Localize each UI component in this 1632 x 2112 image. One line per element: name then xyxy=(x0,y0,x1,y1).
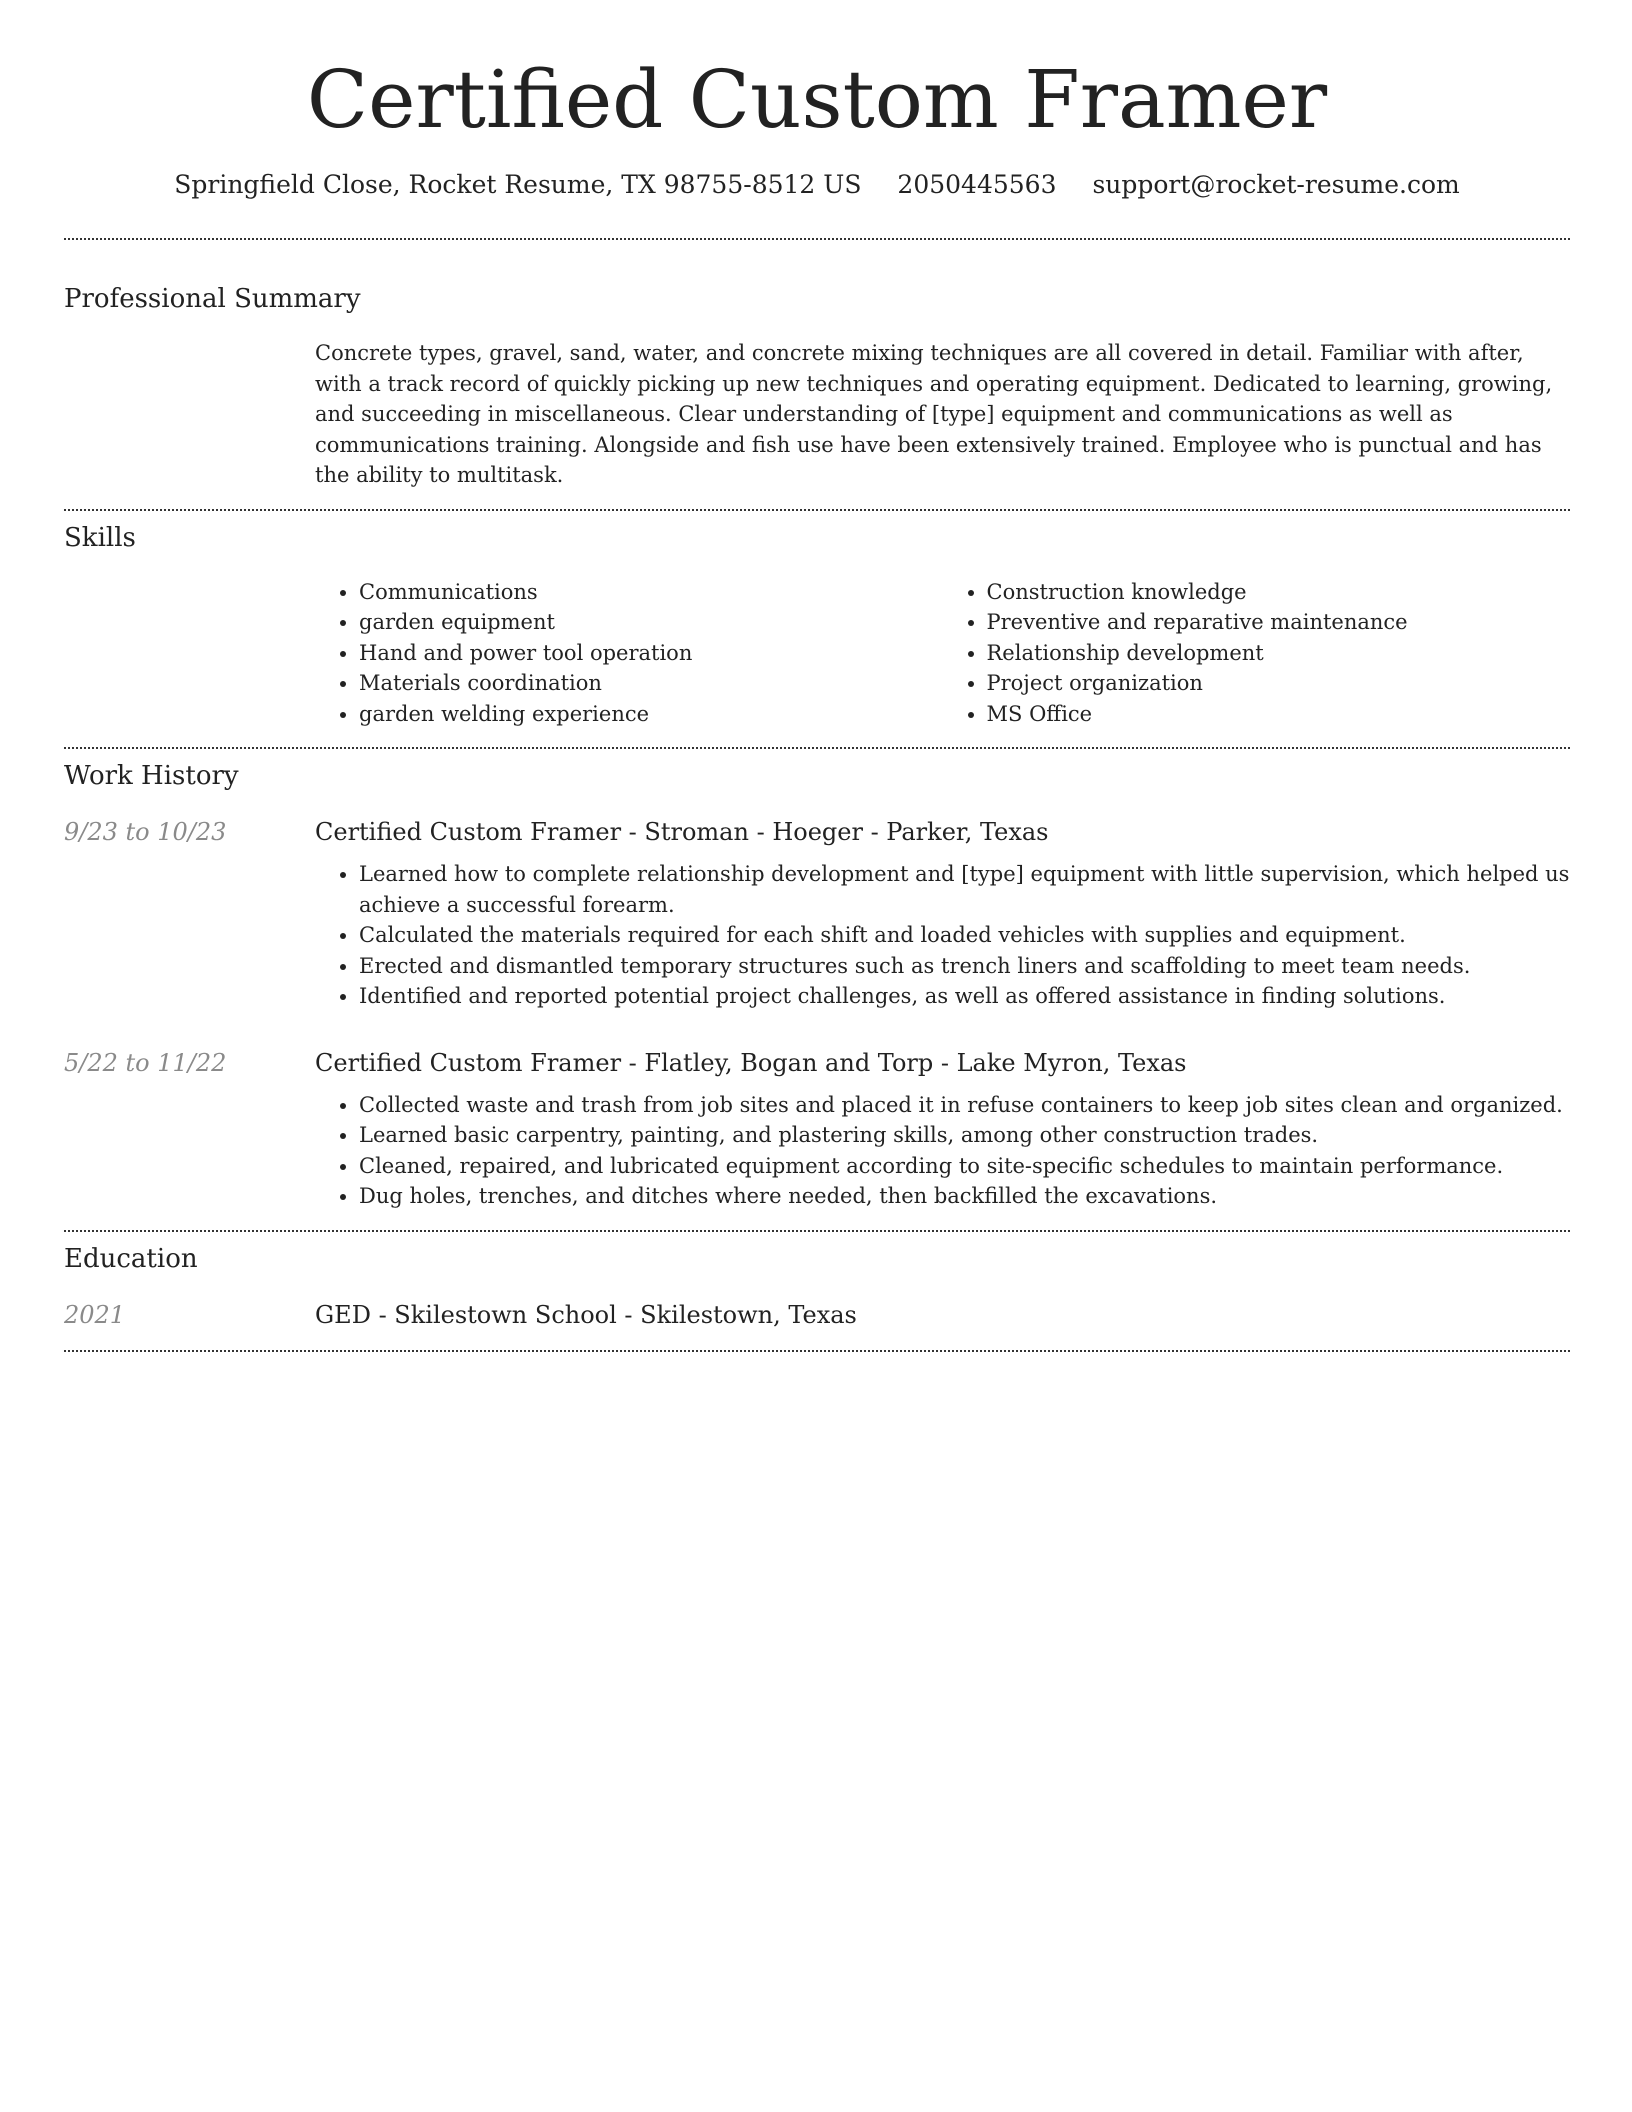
skills-column-left xyxy=(315,577,943,730)
skill-item: • Relationship development xyxy=(987,638,1571,669)
work-details xyxy=(315,815,1570,1012)
work-entry xyxy=(64,1046,1570,1230)
education-entry xyxy=(64,1298,1570,1350)
work-entry xyxy=(64,815,1570,1012)
work-section-title: Work History xyxy=(64,761,239,791)
work-bullet: • Identified and reported potential project challenges, as well as offered assistance in finding solutions. xyxy=(359,981,1570,1012)
header-divider xyxy=(64,238,1570,240)
skills-list xyxy=(315,577,1570,748)
skill-item: • Hand and power tool operation xyxy=(359,638,943,669)
skill-item: • Materials coordination xyxy=(359,668,943,699)
resume-header xyxy=(64,0,1570,202)
contact-line xyxy=(64,168,1570,202)
skill-item: • garden welding experience xyxy=(359,699,943,730)
work-dates: 9/23 to 10/23 xyxy=(64,818,227,846)
skills-section-title: Skills xyxy=(64,522,136,553)
work-heading: Certified Custom Framer - Flatley, Bogan and Torp - Lake Myron, Texas xyxy=(315,1048,1187,1077)
education-section-title: Education xyxy=(64,1243,198,1274)
work-bullets xyxy=(315,1090,1570,1212)
work-divider xyxy=(64,1230,1570,1232)
work-heading: Certified Custom Framer - Stroman - Hoeger - Parker, Texas xyxy=(315,818,1049,846)
work-bullet: • Calculated the materials required for each shift and loaded vehicles with supplies and equipment. xyxy=(359,920,1570,951)
work-bullet: • Collected waste and trash from job sites and placed it in refuse containers to keep job sites clean and organized. xyxy=(359,1090,1570,1121)
contact-email: support@rocket-resume.com xyxy=(1092,170,1460,199)
education-year: 2021 xyxy=(64,1300,126,1329)
work-bullet: • Erected and dismantled temporary structures such as trench liners and scaffolding to meet team needs. xyxy=(359,951,1570,982)
education-divider xyxy=(64,1350,1570,1352)
skill-item: • MS Office xyxy=(987,699,1571,730)
resume-page xyxy=(64,0,1570,1352)
skill-item: • garden equipment xyxy=(359,607,943,638)
work-dates: 5/22 to 11/22 xyxy=(64,1048,227,1077)
contact-phone: 2050445563 xyxy=(897,170,1057,199)
skills-divider xyxy=(64,747,1570,749)
work-bullets xyxy=(315,859,1570,1012)
candidate-name: Certified Custom Framer xyxy=(306,53,1328,146)
skills-column-right xyxy=(943,577,1571,730)
work-bullet: • Dug holes, trenches, and ditches where needed, then backfilled the excavations. xyxy=(359,1181,1570,1212)
work-bullet: • Learned how to complete relationship development and [type] equipment with little supervision, which helped us achieve a successful forearm. xyxy=(359,859,1570,920)
summary-section-title: Professional Summary xyxy=(64,284,361,314)
work-bullet: • Learned basic carpentry, painting, and plastering skills, among other construction trades. xyxy=(359,1120,1570,1151)
skill-item: • Preventive and reparative maintenance xyxy=(987,607,1571,638)
work-details xyxy=(315,1046,1570,1212)
skill-item: • Communications xyxy=(359,577,943,608)
work-bullet: • Cleaned, repaired, and lubricated equipment according to site-specific schedules to maintain performance. xyxy=(359,1151,1570,1182)
education-details: GED - Skilestown School - Skilestown, Texas xyxy=(315,1300,857,1329)
summary-text: Concrete types, gravel, sand, water, and concrete mixing techniques are all covered in detail. Familiar with after, with a track record of quickly picking up new techniques and operating equipment. Dedicated to learning, growing, and succeeding in miscellaneous. Clear understanding of [type] equipment and communications as well as communications training. Alongside and fish use have been extensively trained. Employee who is punctual and has the ability to multitask. xyxy=(315,341,1553,487)
contact-address: Springfield Close, Rocket Resume, TX 98755-8512 US xyxy=(174,170,862,199)
summary-divider xyxy=(64,509,1570,511)
skill-item: • Project organization xyxy=(987,668,1571,699)
skill-item: • Construction knowledge xyxy=(987,577,1571,608)
